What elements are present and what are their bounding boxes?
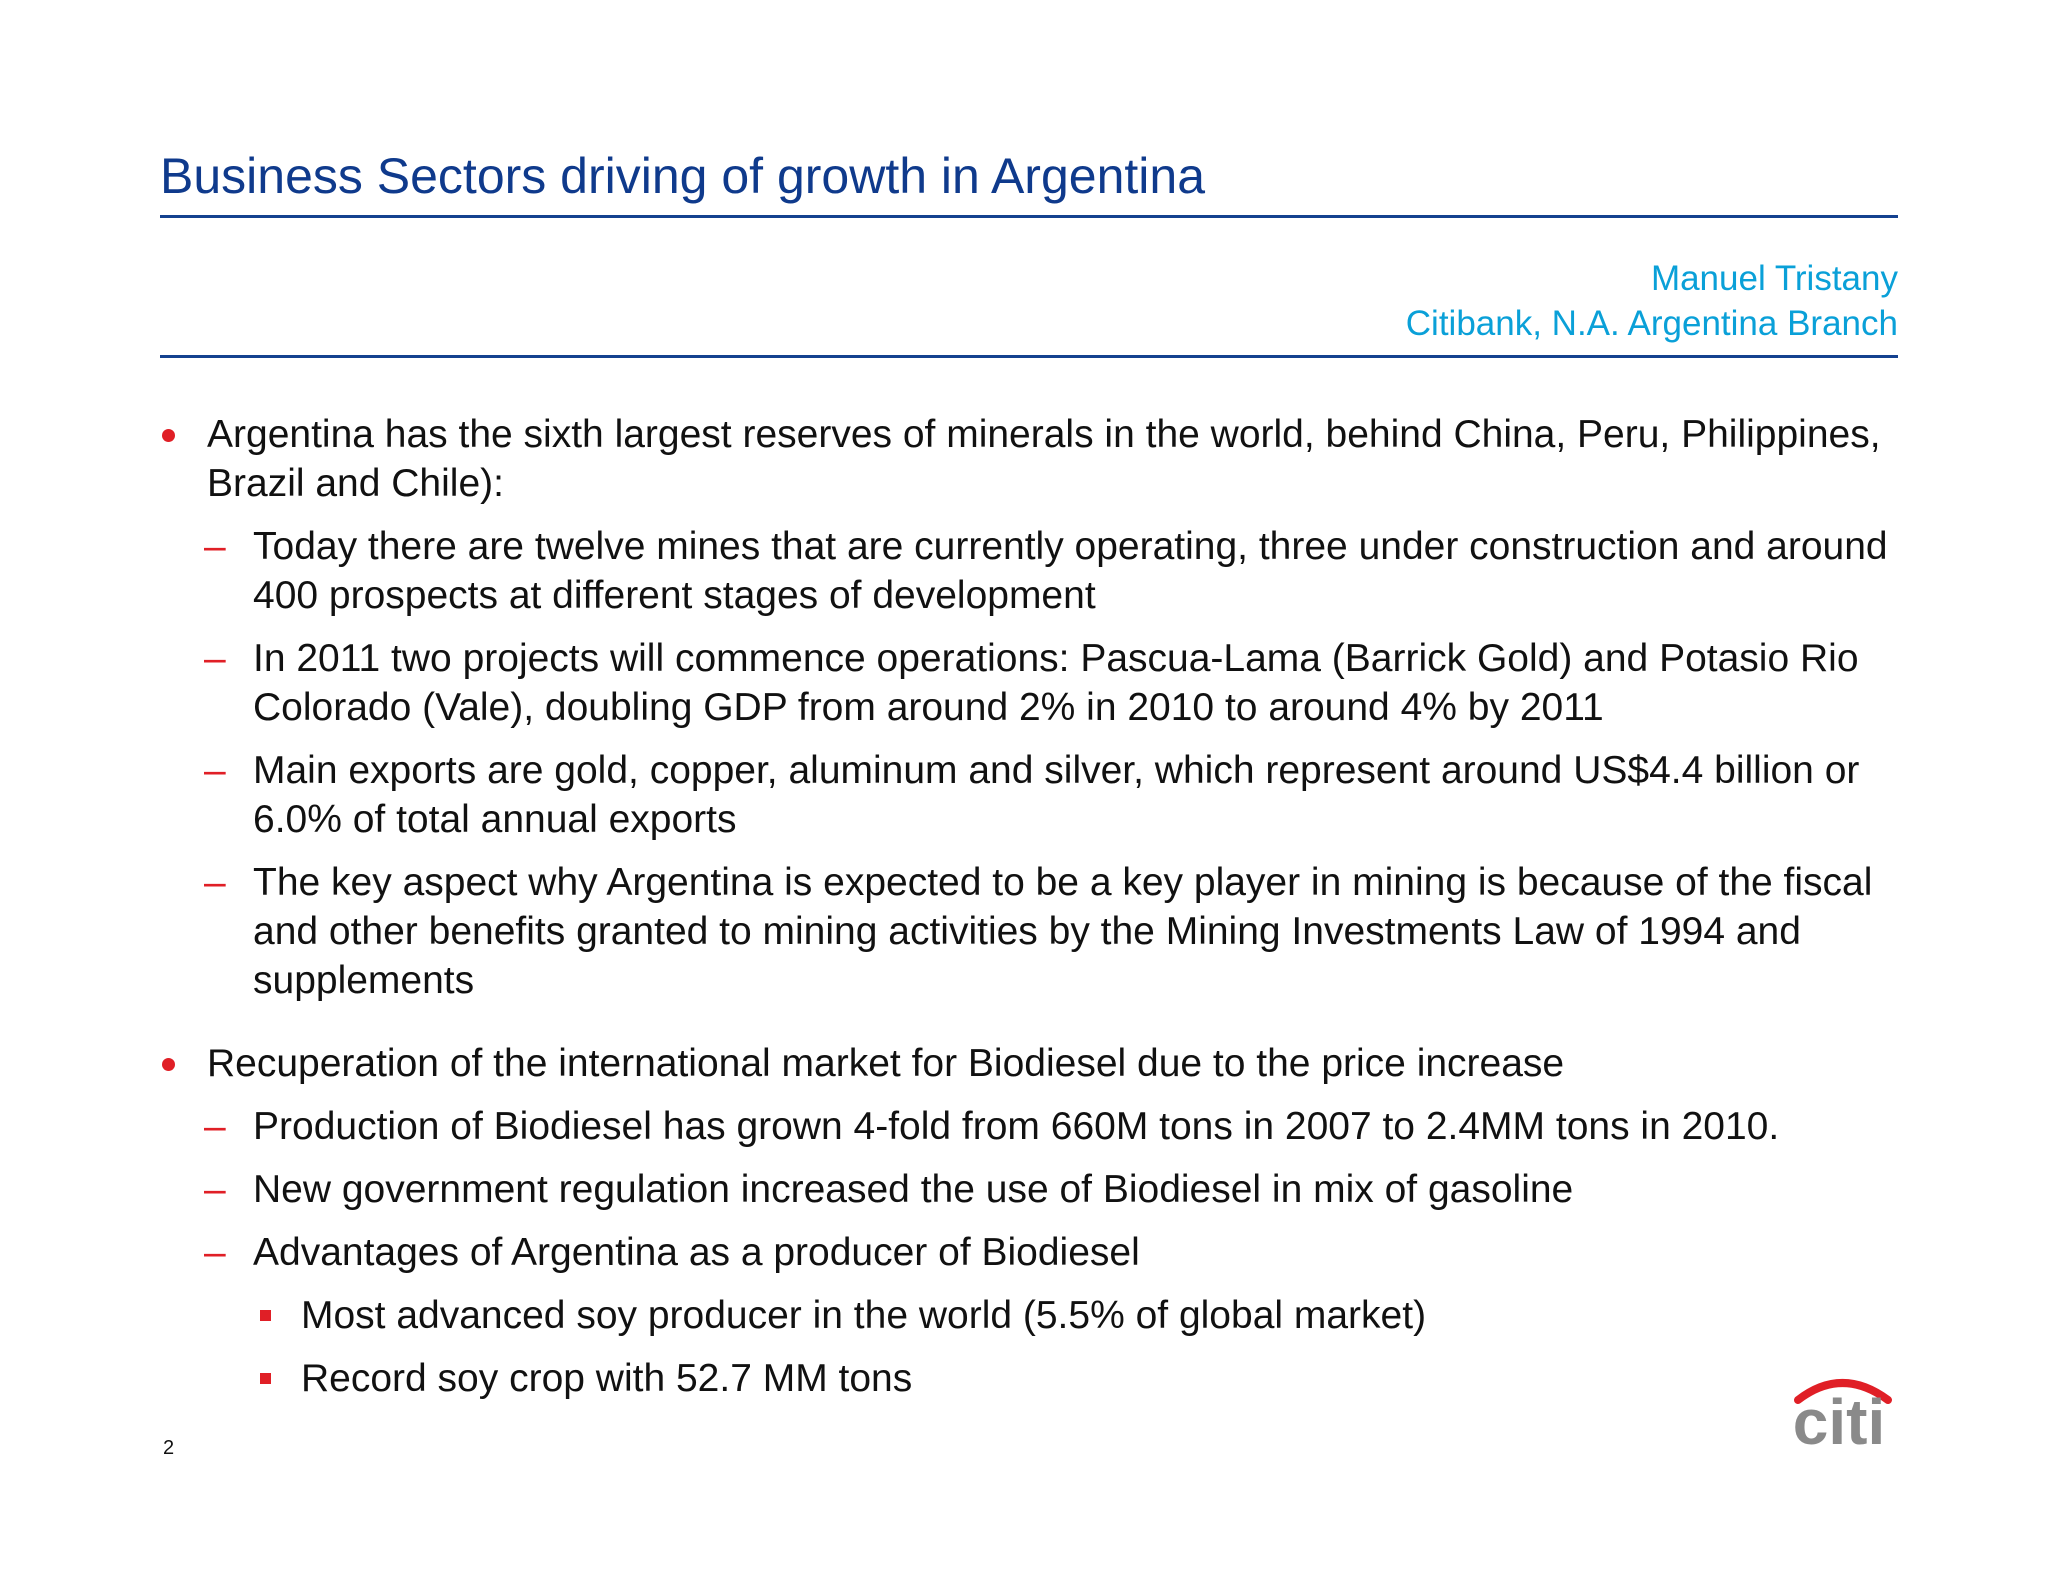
presenter-name: Manuel Tristany xyxy=(1650,259,1898,298)
sub-bullet-text: New government regulation increased the use of Biodiesel in mix of gasoline xyxy=(253,1168,1574,1211)
dash-icon: – xyxy=(204,525,226,568)
sub-bullet xyxy=(160,1102,1900,1151)
sub-bullet-text: Main exports are gold, copper, aluminum and silver, which represent around US$4.4 billion or 6.0% of total annual exports xyxy=(253,749,1860,841)
bullet-dot-icon xyxy=(162,429,175,442)
dash-icon: – xyxy=(204,1168,226,1211)
presenter-organization: Citibank, N.A. Argentina Branch xyxy=(1405,304,1898,343)
presenter-block xyxy=(1406,256,1898,346)
bullet-dot-icon xyxy=(162,1058,175,1071)
page-number: 2 xyxy=(163,1437,175,1459)
sub-bullet xyxy=(160,634,1900,732)
sub-bullet xyxy=(160,522,1900,620)
sub-bullet-text: Advantages of Argentina as a producer of Biodiesel xyxy=(253,1231,1140,1274)
sub-bullet xyxy=(160,746,1900,844)
dash-icon: – xyxy=(204,637,226,680)
sub-bullet xyxy=(160,1165,1900,1214)
bullet-minerals xyxy=(160,410,1900,508)
title-divider xyxy=(160,215,1898,218)
bullet-biodiesel xyxy=(160,1039,1900,1088)
sub-bullet-text: Production of Biodiesel has grown 4-fold from 660M tons in 2007 to 2.4MM tons in 2010. xyxy=(253,1105,1780,1148)
page-title: Business Sectors driving of growth in Argentina xyxy=(160,148,1205,204)
dash-icon: – xyxy=(204,861,226,904)
sub-sub-bullet-text: Most advanced soy producer in the world (5.5% of global market) xyxy=(301,1294,1427,1337)
dash-icon: – xyxy=(204,1231,226,1274)
square-bullet-icon xyxy=(260,1310,271,1321)
bullet-text: Recuperation of the international market for Biodiesel due to the price increase xyxy=(207,1042,1565,1085)
sub-bullet-text: In 2011 two projects will commence operations: Pascua-Lama (Barrick Gold) and Potasio Rio Colorado (Vale), doubling GDP from around 2% in 2010 to around 4% by 2011 xyxy=(253,637,1859,729)
bullet-text: Argentina has the sixth largest reserves of minerals in the world, behind China, Peru, Philippines, Brazil and Chile): xyxy=(207,413,1881,505)
square-bullet-icon xyxy=(260,1373,271,1384)
dash-icon: – xyxy=(204,749,226,792)
sub-bullet xyxy=(160,858,1900,1005)
citi-logo xyxy=(1776,1372,1896,1452)
sub-sub-bullet xyxy=(160,1291,1900,1340)
sub-bullet-text: Today there are twelve mines that are currently operating, three under construction and around 400 prospects at different stages of development xyxy=(253,525,1888,617)
sub-sub-bullet xyxy=(160,1354,1900,1403)
sub-sub-bullet-text: Record soy crop with 52.7 MM tons xyxy=(301,1357,913,1400)
sub-bullet xyxy=(160,1228,1900,1277)
sub-bullet-text: The key aspect why Argentina is expected to be a key player in mining is because of the fiscal and other benefits granted to mining activities by the Mining Investments Law of 1994 and supplements xyxy=(253,861,1873,1002)
presenter-divider xyxy=(160,355,1898,358)
dash-icon: – xyxy=(204,1105,226,1148)
citi-logo-text: citi xyxy=(1792,1386,1886,1452)
slide-content xyxy=(160,410,1900,1403)
